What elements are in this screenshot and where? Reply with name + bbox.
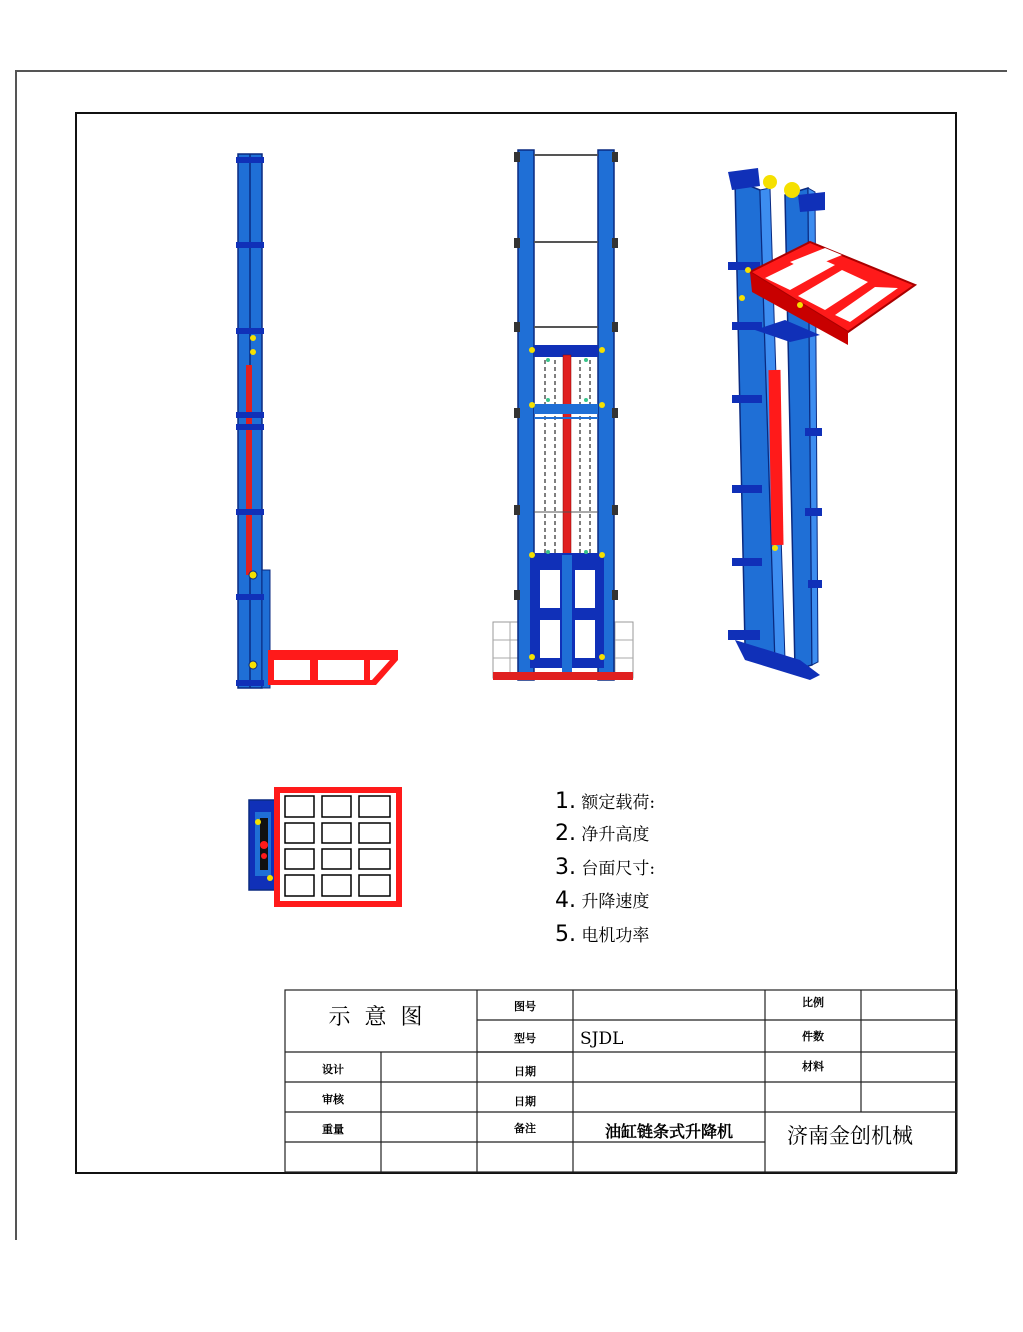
spec-number: 2. (555, 821, 576, 846)
product-name: 油缸链条式升降机 (604, 1122, 733, 1141)
label-scale: 比例 (802, 996, 824, 1009)
isometric-view-drawing (728, 168, 915, 680)
label-date-1: 日期 (514, 1065, 536, 1078)
spec-number: 1. (555, 789, 576, 814)
spec-item-lift-height (555, 820, 649, 846)
model-value: SJDL (580, 1029, 624, 1049)
spec-number: 3. (555, 855, 576, 880)
label-remarks: 备注 (514, 1122, 536, 1135)
company-name: 济南金创机械 (787, 1124, 913, 1148)
drawing-title: 示意图 (328, 1005, 437, 1030)
spec-label: 升降速度 (581, 892, 650, 912)
spec-label: 净升高度 (581, 825, 650, 845)
top-view-drawing (249, 790, 399, 904)
label-drawing-no: 图号 (514, 1000, 536, 1013)
spec-item-rated-load (555, 788, 655, 814)
front-view-drawing (493, 150, 633, 680)
spec-number: 4. (555, 888, 576, 913)
spec-number: 5. (555, 922, 576, 947)
label-review: 审核 (322, 1093, 344, 1106)
spec-label: 电机功率 (581, 926, 650, 946)
side-view-drawing (236, 154, 398, 688)
spec-label: 额定载荷: (581, 793, 656, 813)
label-date-2: 日期 (514, 1095, 536, 1108)
label-model: 型号 (514, 1032, 536, 1045)
spec-item-lift-speed (555, 887, 649, 913)
label-weight: 重量 (322, 1123, 344, 1136)
label-material: 材料 (802, 1060, 824, 1073)
label-quantity: 件数 (802, 1030, 824, 1043)
spec-item-motor-power (555, 921, 649, 947)
spec-label: 台面尺寸: (581, 859, 656, 879)
spec-item-platform-size (555, 854, 655, 880)
label-design: 设计 (322, 1063, 344, 1076)
